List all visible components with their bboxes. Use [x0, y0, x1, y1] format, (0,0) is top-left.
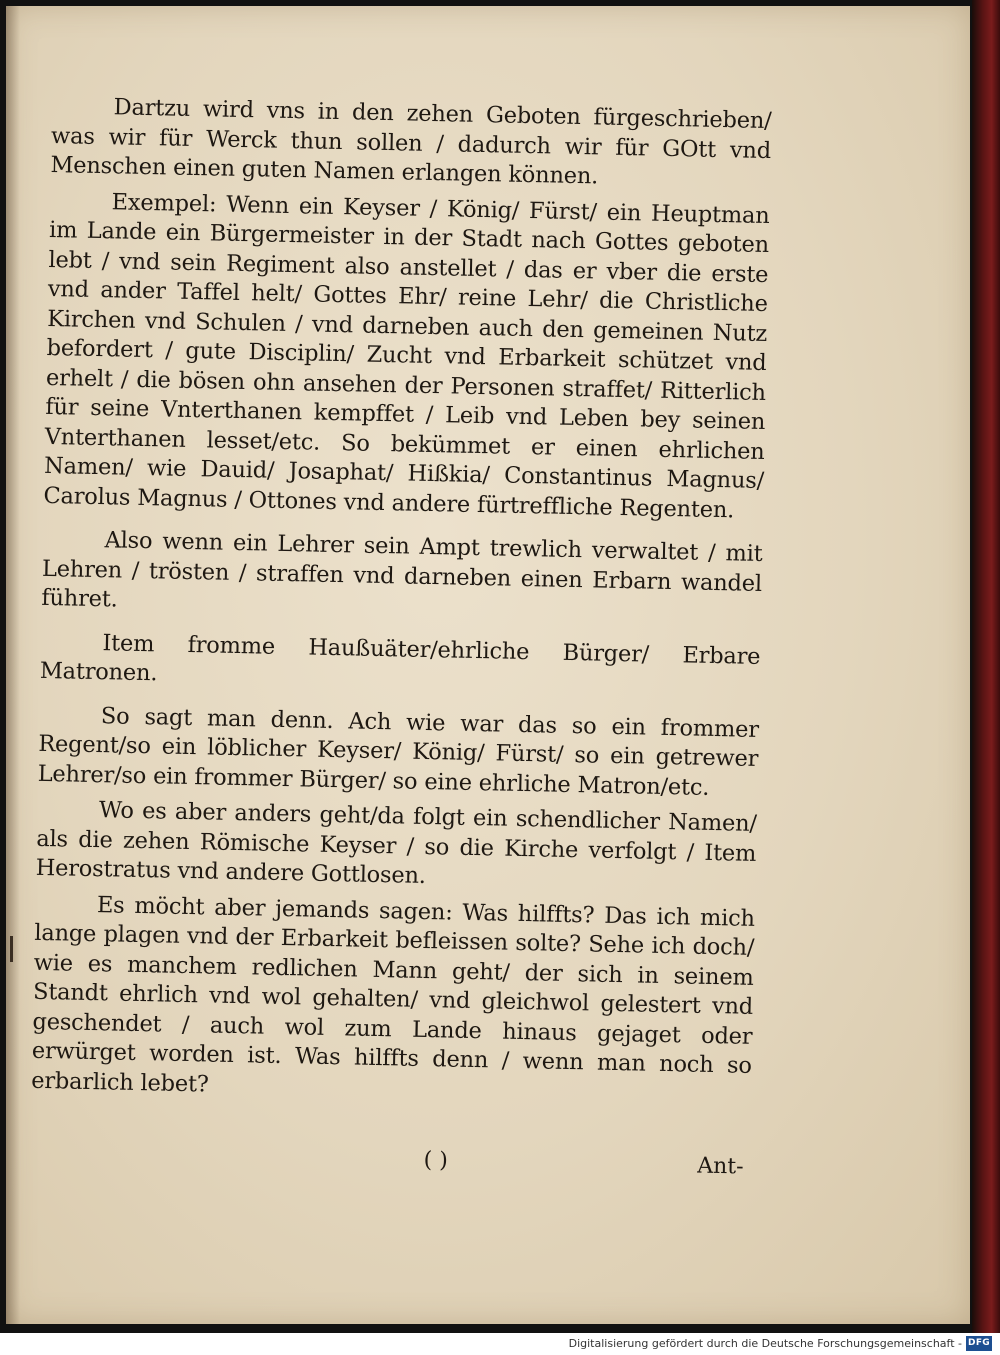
- paragraph-3: Also wenn ein Lehrer sein Ampt trewlich verwaltet / mit Lehren / trösten / straffen vnd darneben einen Erbarn wandel führet.: [41, 527, 763, 613]
- page-gutter-shadow: [6, 6, 20, 1324]
- attribution-text: Digitalisierung gefördert durch die Deutsche Forschungsgemeinschaft -: [568, 1337, 962, 1350]
- paragraph-1: Dartzu wird vns in den zehen Geboten fürgeschrieben/ was wir für Werck thun sollen / dadurch wir für GOtt vnd Menschen einen guten Namen erlangen können.: [50, 94, 772, 190]
- paragraph-7: Es möcht aber jemands sagen: Was hilffts? Das ich mich lange plagen vnd der Erbarkeit befleissen solte? Sehe ich doch/ wie es manchem redlichen Mann geht/ der sich in seinem Standt ehrlich vnd wol gehalten/ vnd gleichwol gelestert vnd geschendet / auch wol zum Lande hinaus gejaget oder erwürget worden ist. Was hilffts denn / wenn man noch so erbarlich lebet?: [31, 891, 756, 1097]
- signature-mark: ( ): [423, 1147, 449, 1174]
- paragraph-5: So sagt man denn. Ach wie war das so ein frommer Regent/so ein löblicher Keyser/ König/ Fürst/ so ein getrewer Lehrer/so ein frommer Bürger/ so eine ehrliche Matron/etc.: [37, 702, 760, 801]
- catchword: Ant-: [696, 1153, 744, 1180]
- page-text: [31, 92, 772, 1111]
- paragraph-2: Exempel: Wenn ein Keyser / König/ Fürst/ ein Heuptman im Lande ein Bürgermeister in der Stadt nach Gottes geboten lebt / vnd sein Regiment also anstellet / das er vber die erste vnd ander Taffel helt/ Gottes Ehr/ reine Lehr/ die Christliche Kirchen vnd Schulen / vnd darneben auch den gemeinen Nutz befordert / gute Disciplin/ Zucht vnd Erbarkeit schützet vnd erhelt / die bösen ohn ansehen der Personen straffet/ Ritterlich für seine Vnterthanen kempffet / Leib vnd Leben bey seinen Vnterthanen lesset/etc. So bekümmet er einen ehrlichen Namen/ wie Dauid/ Josaphat/ Hißkia/ Constantinus Magnus/ Carolus Magnus / Ottones vnd andere fürtreffliche Regenten.: [43, 188, 770, 523]
- margin-mark: [10, 936, 13, 962]
- dfg-logo-icon: DFG: [966, 1336, 992, 1351]
- book-binding-edge: [972, 0, 1000, 1333]
- paragraph-6: Wo es aber anders geht/da folgt ein schendlicher Namen/ als die zehen Römische Keyser / so die Kirche verfolgt / Item Herostratus vnd andere Gottlosen.: [35, 797, 758, 889]
- paragraph-4: Item fromme Haußuäter/ehrliche Bürger/ Erbare Matronen.: [39, 629, 761, 687]
- attribution-bar: [0, 1333, 1000, 1355]
